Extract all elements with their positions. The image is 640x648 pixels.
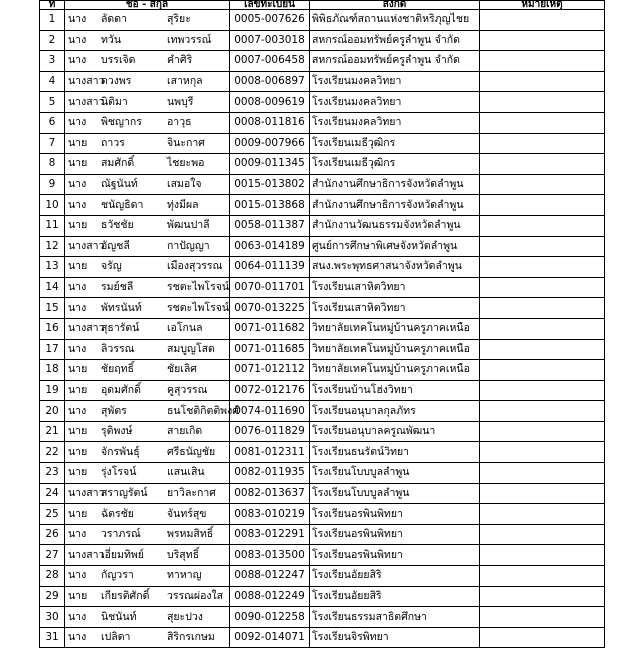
organization: โรงเรียนเสาหิตวิทยา: [310, 277, 480, 298]
organization: โรงเรียนอัยยสิริ: [310, 566, 480, 587]
registration-id: 0081-012311: [230, 442, 310, 463]
note: [480, 339, 605, 360]
organization: โรงเรียนอนุบาลกุลภัทร: [310, 401, 480, 422]
registration-id: 0007-006458: [230, 51, 310, 72]
name-prefix: นางสาว: [68, 322, 105, 335]
note: [480, 236, 605, 257]
name-prefix: นาง: [68, 569, 87, 582]
name-prefix: นาย: [68, 136, 88, 149]
row-number: 20: [40, 401, 65, 422]
row-number: 24: [40, 483, 65, 504]
member-name-cell: [65, 92, 230, 113]
last-name: วรรณผ่องใส: [167, 589, 224, 602]
name-prefix: นาง: [68, 281, 87, 294]
last-name: อาวุธ: [167, 116, 192, 129]
first-name: อัญชลี: [101, 239, 130, 252]
row-number: 18: [40, 360, 65, 381]
note: [480, 566, 605, 587]
row-number: 5: [40, 92, 65, 113]
member-name-cell: [65, 545, 230, 566]
organization: พิพิธภัณฑ์สถานแห่งชาติหริภุญไชย: [310, 10, 480, 31]
first-name: พัทรนันท์: [101, 301, 142, 314]
first-name: เอี่ยมทิพย์: [101, 548, 144, 561]
registration-id: 0074-011690: [230, 401, 310, 422]
note: [480, 421, 605, 442]
member-name-cell: [65, 360, 230, 381]
registration-id: 0082-011935: [230, 463, 310, 484]
first-name: วราภรณ์: [101, 528, 141, 541]
organization: โรงเรียนเสาหิตวิทยา: [310, 298, 480, 319]
first-name: จักรพันธุ์: [101, 445, 140, 458]
note: [480, 627, 605, 648]
table-row: [40, 154, 605, 175]
organization: โรงเรียนมงคลวิทยา: [310, 71, 480, 92]
last-name: ทาหาญ: [167, 569, 202, 582]
first-name: ฉัตรชัย: [101, 507, 134, 520]
organization: โรงเรียนเมธีวุฒิกร: [310, 133, 480, 154]
row-number: 15: [40, 298, 65, 319]
note: [480, 360, 605, 381]
last-name: คูสุวรรณ: [167, 383, 208, 396]
organization: โรงเรียนอรพินพิทยา: [310, 545, 480, 566]
table-row: [40, 566, 605, 587]
name-prefix: นาง: [68, 198, 87, 211]
last-name: จินะกาศ: [167, 136, 205, 149]
first-name: รุติพงษ์: [101, 425, 133, 438]
last-name: รชตะไพโรจน์: [167, 301, 230, 314]
member-name-cell: [65, 195, 230, 216]
first-name: ลัดดา: [101, 13, 127, 26]
last-name: สิริกรเกษม: [167, 631, 215, 644]
row-number: 2: [40, 30, 65, 51]
last-name: สมบูญโสด: [167, 342, 215, 355]
registration-id: 0088-012247: [230, 566, 310, 587]
row-number: 27: [40, 545, 65, 566]
organization: วิทยาลัยเทคโนหมู่บ้านครูภาคเหนือ: [310, 360, 480, 381]
member-name-cell: [65, 30, 230, 51]
table-body: [40, 10, 605, 648]
last-name: เอโกนล: [167, 322, 203, 335]
first-name: พิชญากร: [101, 116, 142, 129]
member-name-cell: [65, 257, 230, 278]
table-row: [40, 545, 605, 566]
organization: โรงเรียนบ้านโฮ่งวิทยา: [310, 380, 480, 401]
name-prefix: นาง: [68, 342, 87, 355]
organization: สำนักงานศึกษาธิการจังหวัดลำพูน: [310, 174, 480, 195]
member-name-cell: [65, 215, 230, 236]
name-prefix: นาง: [68, 178, 87, 191]
member-list-sheet: [39, 0, 604, 648]
first-name: สุธารัตน์: [101, 322, 140, 335]
registration-id: 0083-010219: [230, 504, 310, 525]
note: [480, 133, 605, 154]
member-table: [39, 0, 605, 648]
table-row: [40, 30, 605, 51]
table-row: [40, 524, 605, 545]
member-name-cell: [65, 442, 230, 463]
row-number: 26: [40, 524, 65, 545]
member-name-cell: [65, 298, 230, 319]
row-number: 9: [40, 174, 65, 195]
table-row: [40, 174, 605, 195]
table-row: [40, 215, 605, 236]
row-number: 28: [40, 566, 65, 587]
row-number: 29: [40, 586, 65, 607]
row-number: 12: [40, 236, 65, 257]
table-row: [40, 360, 605, 381]
note: [480, 298, 605, 319]
name-prefix: นาย: [68, 589, 88, 602]
note: [480, 380, 605, 401]
table-row: [40, 298, 605, 319]
last-name: รชตะไพโรจน์: [167, 281, 230, 294]
row-number: 6: [40, 112, 65, 133]
registration-id: 0070-011701: [230, 277, 310, 298]
first-name: ถาวร: [101, 136, 125, 149]
organization: โรงเรียนเมธีวุฒิกร: [310, 154, 480, 175]
table-row: [40, 627, 605, 648]
first-name: ทวัน: [101, 33, 121, 46]
name-prefix: นาย: [68, 425, 88, 438]
row-number: 8: [40, 154, 65, 175]
last-name: สายเกิด: [167, 425, 203, 438]
member-name-cell: [65, 71, 230, 92]
registration-id: 0008-011816: [230, 112, 310, 133]
member-name-cell: [65, 10, 230, 31]
first-name: กัญวรา: [101, 569, 134, 582]
table-row: [40, 71, 605, 92]
first-name: เปลิดา: [101, 631, 131, 644]
member-name-cell: [65, 174, 230, 195]
name-prefix: นาย: [68, 507, 88, 520]
member-name-cell: [65, 236, 230, 257]
first-name: รมย์ชลี: [101, 281, 134, 294]
last-name: เมืองสุวรรณ: [167, 260, 223, 273]
last-name: สุยะปวง: [167, 610, 203, 623]
member-name-cell: [65, 504, 230, 525]
note: [480, 318, 605, 339]
registration-id: 0082-013637: [230, 483, 310, 504]
name-prefix: นาง: [68, 54, 87, 67]
registration-id: 0009-011345: [230, 154, 310, 175]
table-row: [40, 195, 605, 216]
last-name: จันทร์สุข: [167, 507, 207, 520]
last-name: พรหมสิทธิ์: [167, 528, 214, 541]
row-number: 21: [40, 421, 65, 442]
member-name-cell: [65, 277, 230, 298]
row-number: 4: [40, 71, 65, 92]
row-number: 16: [40, 318, 65, 339]
name-prefix: นาย: [68, 363, 88, 376]
table-row: [40, 133, 605, 154]
last-name: เสมอใจ: [167, 178, 202, 191]
registration-id: 0015-013868: [230, 195, 310, 216]
organization: โรงเรียนมงคลวิทยา: [310, 92, 480, 113]
member-name-cell: [65, 380, 230, 401]
organization: โรงเรียนจิรพิทยา: [310, 627, 480, 648]
organization: สำนักงานศึกษาธิการจังหวัดลำพูน: [310, 195, 480, 216]
name-prefix: นางสาว: [68, 75, 105, 88]
name-prefix: นาง: [68, 301, 87, 314]
note: [480, 215, 605, 236]
note: [480, 545, 605, 566]
last-name: คำศิริ: [167, 54, 193, 67]
table-row: [40, 51, 605, 72]
name-prefix: นาง: [68, 404, 87, 417]
registration-id: 0088-012249: [230, 586, 310, 607]
table-row: [40, 257, 605, 278]
organization: โรงเรียนอรพินพิทยา: [310, 524, 480, 545]
first-name: สมศักดิ์: [101, 157, 135, 170]
first-name: ธวัชชัย: [101, 219, 134, 232]
member-name-cell: [65, 483, 230, 504]
member-name-cell: [65, 607, 230, 628]
note: [480, 174, 605, 195]
table-row: [40, 277, 605, 298]
registration-id: 0009-007966: [230, 133, 310, 154]
registration-id: 0083-012291: [230, 524, 310, 545]
last-name: บริสุทธิ์: [167, 548, 200, 561]
last-name: ทุ่งมีผล: [167, 198, 199, 211]
organization: สนง.พระพุทธศาสนาจังหวัดลำพูน: [310, 257, 480, 278]
registration-id: 0070-013225: [230, 298, 310, 319]
note: [480, 195, 605, 216]
row-number: 17: [40, 339, 65, 360]
note: [480, 154, 605, 175]
note: [480, 71, 605, 92]
member-name-cell: [65, 133, 230, 154]
registration-id: 0092-014071: [230, 627, 310, 648]
name-prefix: นางสาว: [68, 239, 105, 252]
organization: สหกรณ์ออมทรัพย์ครูลำพูน จำกัด: [310, 51, 480, 72]
table-row: [40, 112, 605, 133]
last-name: กาปัญญา: [167, 239, 210, 252]
organization: สำนักงานวัฒนธรรมจังหวัดลำพูน: [310, 215, 480, 236]
organization: โรงเรียนโบบบูลลำพูน: [310, 463, 480, 484]
row-number: 19: [40, 380, 65, 401]
member-name-cell: [65, 339, 230, 360]
note: [480, 483, 605, 504]
first-name: นิชนันท์: [101, 610, 137, 623]
row-number: 3: [40, 51, 65, 72]
first-name: ชัยฤทธิ์: [101, 363, 134, 376]
row-number: 30: [40, 607, 65, 628]
name-prefix: นาย: [68, 219, 88, 232]
last-name: ศรีธนัญชัย: [167, 445, 216, 458]
first-name: ดวงพร: [101, 75, 132, 88]
member-name-cell: [65, 318, 230, 339]
header-reg-id: เลขทะเบียน: [230, 1, 310, 10]
registration-id: 0008-009619: [230, 92, 310, 113]
last-name: นพบุรี: [167, 95, 194, 108]
row-number: 7: [40, 133, 65, 154]
name-prefix: นาย: [68, 445, 88, 458]
member-name-cell: [65, 154, 230, 175]
table-row: [40, 339, 605, 360]
last-name: ยาวิละกาศ: [167, 486, 216, 499]
organization: สหกรณ์ออมทรัพย์ครูลำพูน จำกัด: [310, 30, 480, 51]
note: [480, 92, 605, 113]
member-name-cell: [65, 51, 230, 72]
name-prefix: นาง: [68, 631, 87, 644]
registration-id: 0058-011387: [230, 215, 310, 236]
last-name: เทพวรรณ์: [167, 33, 212, 46]
organization: วิทยาลัยเทคโนหมู่บ้านครูภาคเหนือ: [310, 339, 480, 360]
registration-id: 0064-011139: [230, 257, 310, 278]
last-name: สุริยะ: [167, 13, 191, 26]
first-name: บรรเจิด: [101, 54, 136, 67]
name-prefix: นางสาว: [68, 548, 105, 561]
organization: โรงเรียนมงคลวิทยา: [310, 112, 480, 133]
member-name-cell: [65, 627, 230, 648]
table-row: [40, 401, 605, 422]
name-prefix: นาง: [68, 528, 87, 541]
first-name: นิติมา: [101, 95, 128, 108]
row-number: 23: [40, 463, 65, 484]
table-row: [40, 421, 605, 442]
name-prefix: นางสาว: [68, 486, 105, 499]
table-row: [40, 442, 605, 463]
registration-id: 0071-012112: [230, 360, 310, 381]
first-name: สราญรัตน์: [101, 486, 148, 499]
note: [480, 51, 605, 72]
table-row: [40, 483, 605, 504]
table-row: [40, 607, 605, 628]
header-row: [40, 1, 605, 10]
note: [480, 257, 605, 278]
registration-id: 0076-011829: [230, 421, 310, 442]
registration-id: 0063-014189: [230, 236, 310, 257]
note: [480, 524, 605, 545]
registration-id: 0015-013802: [230, 174, 310, 195]
name-prefix: นาย: [68, 157, 88, 170]
first-name: อุดมศักดิ์: [101, 383, 141, 396]
table-row: [40, 504, 605, 525]
last-name: ชัยเลิศ: [167, 363, 197, 376]
header-note: หมายเหตุ: [480, 1, 605, 10]
note: [480, 277, 605, 298]
organization: โรงเรียนอัยยสิริ: [310, 586, 480, 607]
member-name-cell: [65, 566, 230, 587]
name-prefix: นาย: [68, 383, 88, 396]
member-name-cell: [65, 524, 230, 545]
row-number: 14: [40, 277, 65, 298]
header-org: สังกัด: [310, 1, 480, 10]
organization: ศูนย์การศึกษาพิเศษจังหวัดลำพูน: [310, 236, 480, 257]
member-name-cell: [65, 586, 230, 607]
first-name: ลิวรรณ: [101, 342, 135, 355]
row-number: 11: [40, 215, 65, 236]
note: [480, 30, 605, 51]
name-prefix: นาย: [68, 260, 88, 273]
note: [480, 112, 605, 133]
name-prefix: นาง: [68, 610, 87, 623]
note: [480, 401, 605, 422]
note: [480, 10, 605, 31]
table-row: [40, 236, 605, 257]
row-number: 22: [40, 442, 65, 463]
last-name: พัฒนปาลี: [167, 219, 210, 232]
name-prefix: นาง: [68, 13, 87, 26]
note: [480, 442, 605, 463]
header-name: ชื่อ - สกุล: [65, 1, 230, 10]
row-number: 10: [40, 195, 65, 216]
last-name: แสนเสิน: [167, 466, 205, 479]
registration-id: 0090-012258: [230, 607, 310, 628]
registration-id: 0071-011682: [230, 318, 310, 339]
table-row: [40, 463, 605, 484]
last-name: ไชยะพอ: [167, 157, 205, 170]
first-name: ณัฐนันท์: [101, 178, 138, 191]
registration-id: 0008-006897: [230, 71, 310, 92]
table-row: [40, 318, 605, 339]
registration-id: 0005-007626: [230, 10, 310, 31]
name-prefix: นาง: [68, 116, 87, 129]
organization: โรงเรียนธรรมสาธิตศึกษา: [310, 607, 480, 628]
organization: โรงเรียนโบบบูลลำพูน: [310, 483, 480, 504]
registration-id: 0007-003018: [230, 30, 310, 51]
registration-id: 0072-012176: [230, 380, 310, 401]
member-name-cell: [65, 463, 230, 484]
header-no: ที่: [40, 1, 65, 10]
note: [480, 607, 605, 628]
table-row: [40, 92, 605, 113]
table-row: [40, 586, 605, 607]
row-number: 25: [40, 504, 65, 525]
name-prefix: นาง: [68, 33, 87, 46]
row-number: 31: [40, 627, 65, 648]
name-prefix: นางสาว: [68, 95, 105, 108]
organization: โรงเรียนอนุบาลครูณพัฒนา: [310, 421, 480, 442]
last-name: เสาหกุล: [167, 75, 203, 88]
first-name: เกียรติศักดิ์: [101, 589, 150, 602]
organization: โรงเรียนอรพินพิทยา: [310, 504, 480, 525]
row-number: 13: [40, 257, 65, 278]
name-prefix: นาย: [68, 466, 88, 479]
member-name-cell: [65, 421, 230, 442]
member-name-cell: [65, 112, 230, 133]
first-name: ชนัญธิดา: [101, 198, 144, 211]
table-row: [40, 10, 605, 31]
row-number: 1: [40, 10, 65, 31]
note: [480, 504, 605, 525]
first-name: รุ่งโรจน์: [101, 466, 137, 479]
first-name: สุพัตร: [101, 404, 127, 417]
note: [480, 463, 605, 484]
last-name: ธนโชติกิตติพงศ์: [167, 404, 239, 417]
organization: โรงเรียนธนรัตน์วิทยา: [310, 442, 480, 463]
table-row: [40, 380, 605, 401]
member-name-cell: [65, 401, 239, 422]
registration-id: 0083-013500: [230, 545, 310, 566]
first-name: จรัญ: [101, 260, 122, 273]
registration-id: 0071-011685: [230, 339, 310, 360]
organization: วิทยาลัยเทคโนหมู่บ้านครูภาคเหนือ: [310, 318, 480, 339]
note: [480, 586, 605, 607]
